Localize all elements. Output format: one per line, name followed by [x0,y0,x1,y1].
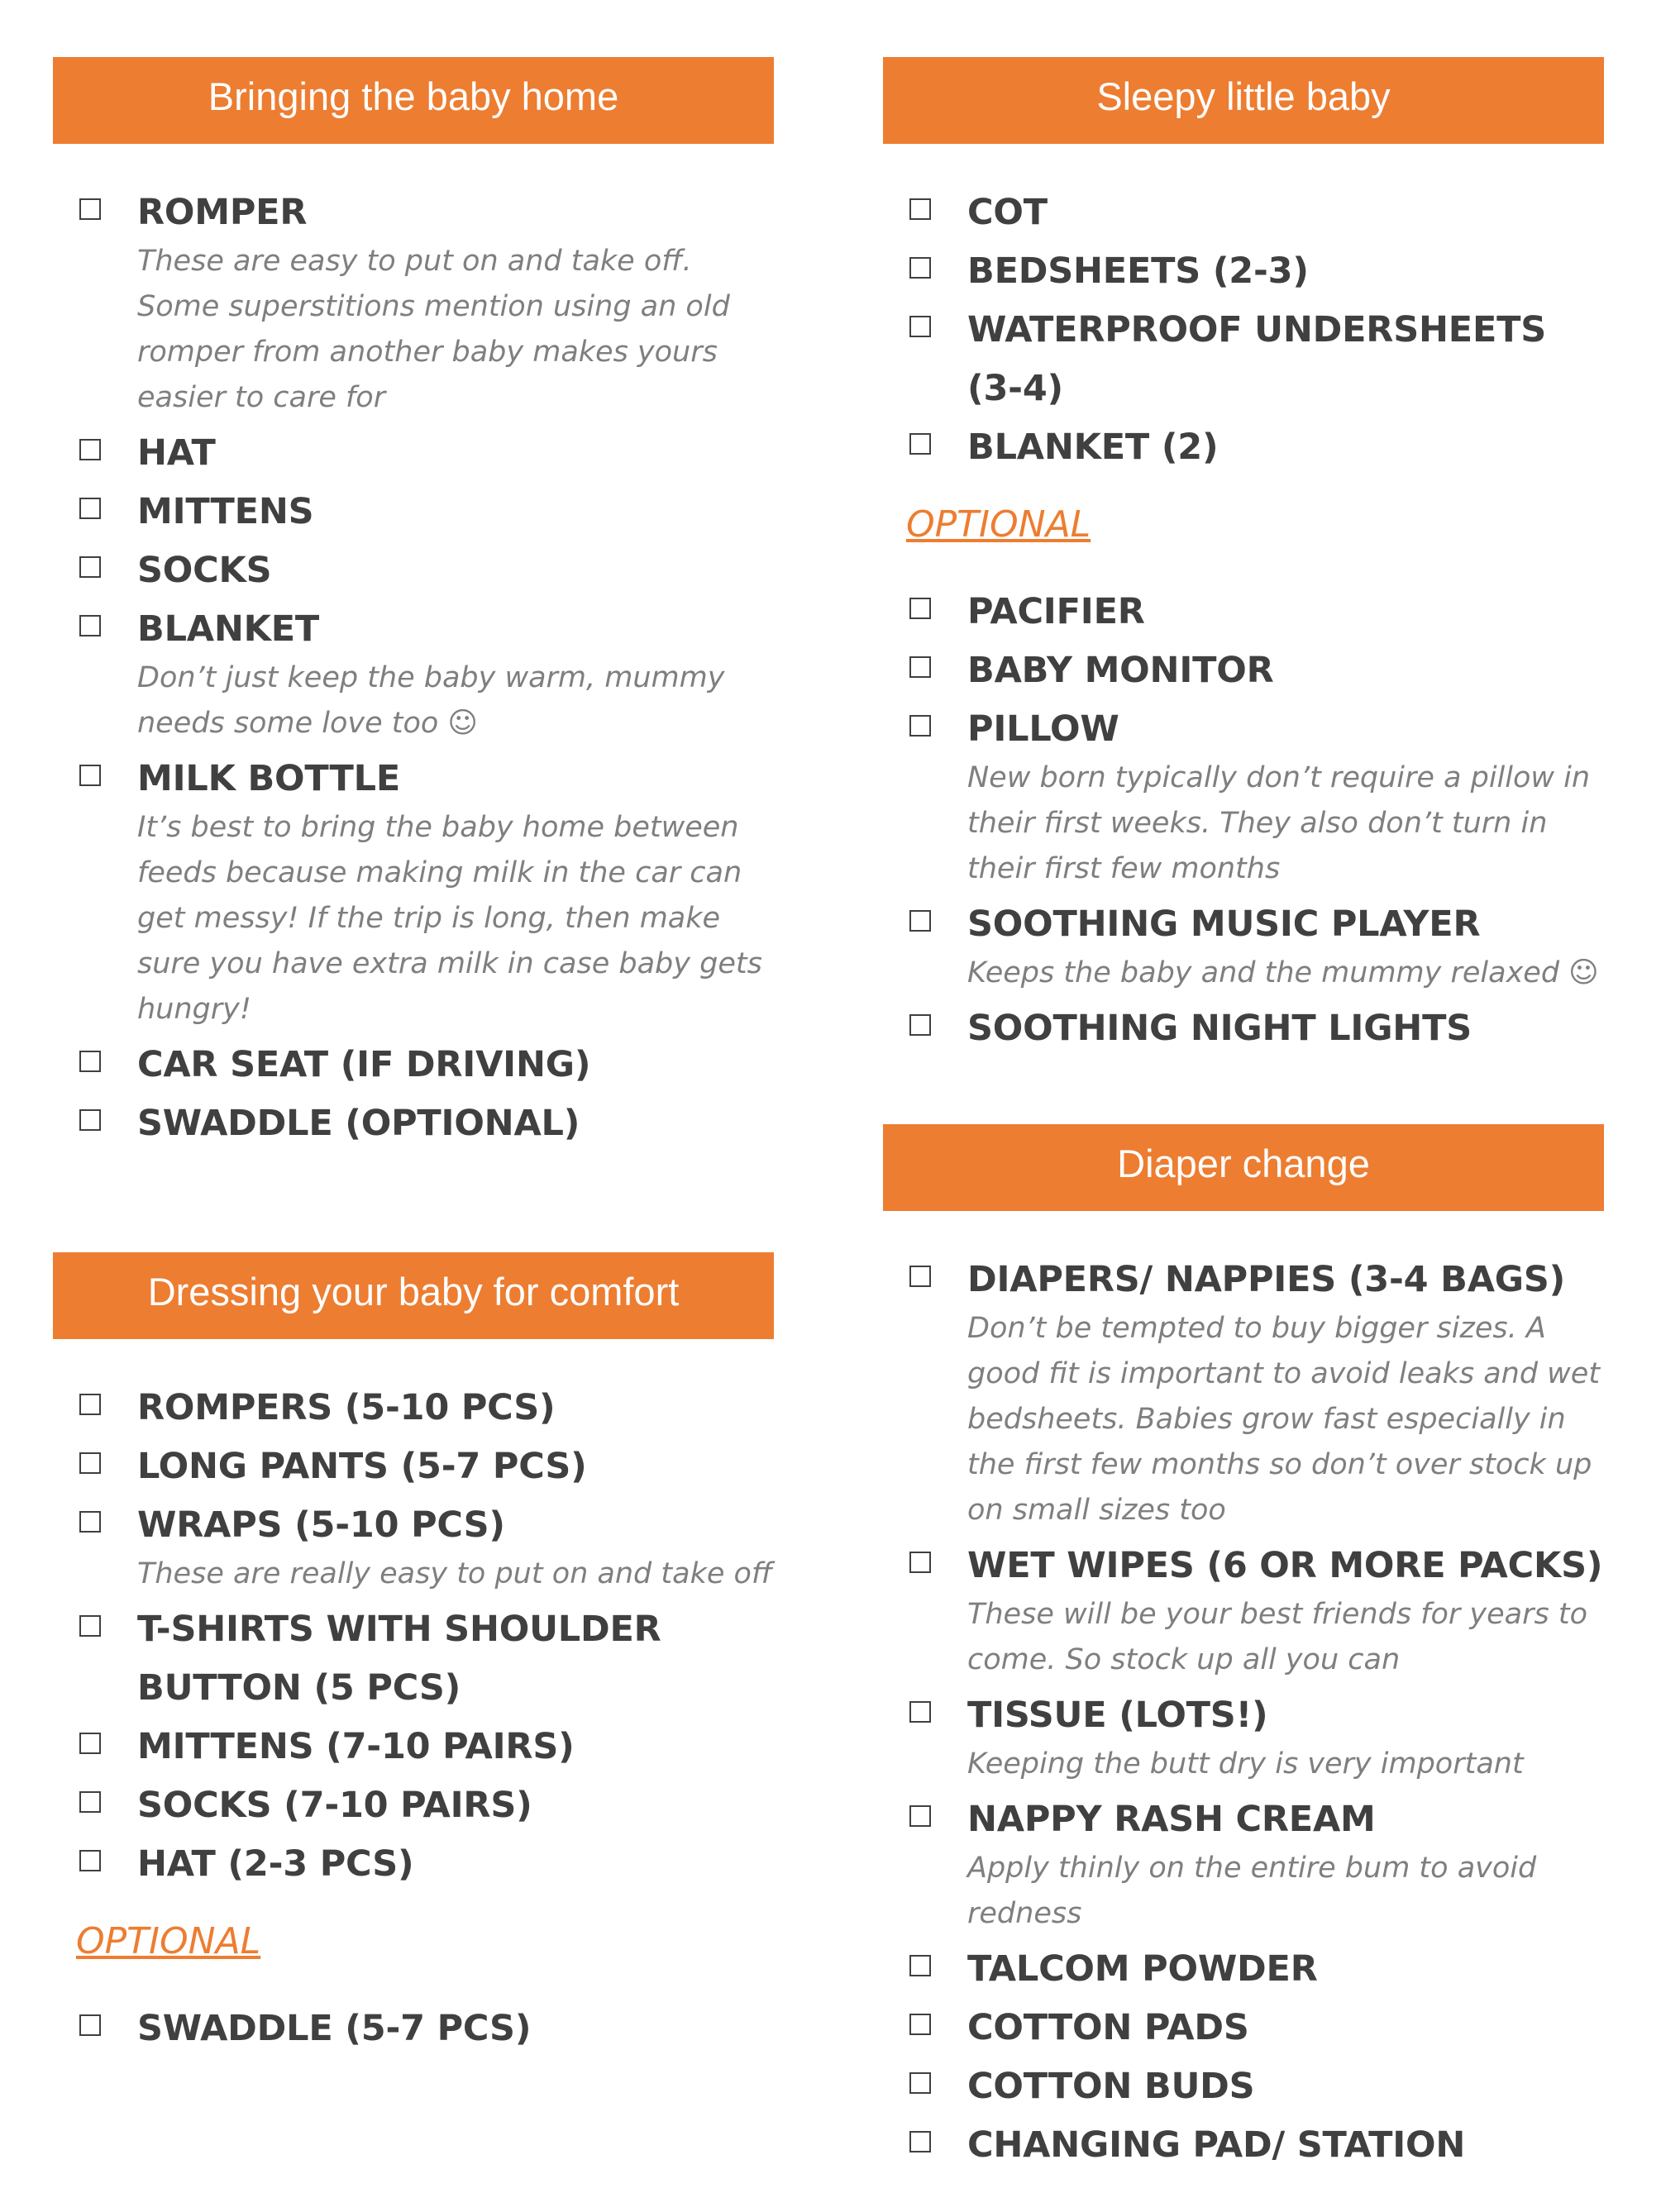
checkbox[interactable] [79,498,101,519]
checklist-item [906,1790,1604,1937]
item-label: WATERPROOF UNDERSHEETS (3-4) [967,309,1547,409]
checklist-item [76,1379,774,1437]
checkbox[interactable] [79,1452,101,1474]
checklist-item [76,424,774,483]
item-label: WET WIPES (6 OR MORE PACKS) [967,1545,1603,1586]
item-label: SWADDLE (OPTIONAL) [137,1103,580,1144]
checklist-item [906,583,1604,641]
checkbox[interactable] [909,1266,931,1287]
item-label: BLANKET [137,608,320,650]
checkbox[interactable] [909,715,931,737]
checklist-item [76,541,774,600]
item-label: BLANKET (2) [967,427,1219,468]
item-label: SOOTHING NIGHT LIGHTS [967,1008,1472,1049]
item-label: TISSUE (LOTS!) [967,1695,1268,1736]
item-label: CHANGING PAD/ STATION [967,2124,1466,2166]
checkbox[interactable] [909,1552,931,1573]
checklist-item [906,1537,1604,1683]
checkbox[interactable] [79,1791,101,1813]
checkbox[interactable] [79,1051,101,1072]
item-label: BABY MONITOR [967,650,1274,691]
checklist-item [906,418,1604,477]
checklist-item [76,1496,774,1597]
checklist-item [76,1718,774,1776]
checkbox[interactable] [79,1615,101,1637]
checklist-item [906,2116,1604,2175]
item-label: DIAPERS/ NAPPIES (3-4 BAGS) [967,1259,1566,1300]
checklist-item [76,1600,774,1718]
optional-heading-sleepy: OPTIONAL [906,503,1091,546]
checklist-item [76,750,774,1032]
item-label: MITTENS [137,491,314,532]
checkbox[interactable] [79,1109,101,1131]
checkbox[interactable] [909,2072,931,2094]
checklist-item [906,895,1604,996]
checklist-item [906,1686,1604,1787]
checklist-item [906,184,1604,242]
item-note: New born typically don’t require a pillow in their first weeks. They also don’t turn in their first few months [967,761,1591,885]
section-title-diaper: Diaper change [883,1124,1604,1211]
checklist-item [906,301,1604,418]
checklist-item [76,184,774,421]
checkbox[interactable] [909,257,931,279]
item-note: Don’t just keep the baby warm, mummy needs some love too ☺ [137,661,725,740]
item-label: NAPPY RASH CREAM [967,1799,1376,1840]
item-label: ROMPERS (5-10 PCS) [137,1387,556,1428]
item-label: HAT (2-3 PCS) [137,1843,414,1885]
item-note: These are easy to put on and take off. Some superstitions mention using an old romper from another baby makes yours easier to care for [137,245,730,414]
item-label: WRAPS (5-10 PCS) [137,1504,505,1546]
checklist-item [76,1094,774,1153]
checkbox[interactable] [909,316,931,337]
section-home [53,57,774,1153]
item-label: HAT [137,432,216,474]
item-label: PILLOW [967,708,1119,750]
checkbox[interactable] [79,1850,101,1871]
checklist-item [906,2057,1604,2116]
checklist-item [76,2000,774,2058]
checkbox[interactable] [909,910,931,932]
item-label: SOCKS (7-10 PAIRS) [137,1785,532,1826]
list-diaper [883,1211,1604,2175]
item-label: SOOTHING MUSIC PLAYER [967,903,1481,945]
item-label: COTTON BUDS [967,2066,1255,2107]
checklist-item [906,242,1604,301]
item-label: CAR SEAT (IF DRIVING) [137,1044,591,1085]
right-column [883,57,1604,2175]
checklist-item [906,1999,1604,2057]
list-home [53,144,774,1153]
checkbox[interactable] [909,1014,931,1036]
list-sleepy-optional [883,583,1604,1058]
item-note: It’s best to bring the baby home between feeds because making milk in the car can get messy! If the trip is long, then make sure you have extra milk in case baby gets hungry! [137,811,762,1026]
item-note: Keeps the baby and the mummy relaxed ☺ [967,956,1599,989]
item-note: Keeping the butt dry is very important [967,1747,1524,1781]
item-label: MILK BOTTLE [137,758,401,799]
checkbox[interactable] [909,1701,931,1723]
checklist-item [76,600,774,746]
checklist-item [906,641,1604,700]
checkbox[interactable] [79,1733,101,1754]
section-dressing [53,1252,774,2058]
checklist-item [76,1835,774,1894]
checklist-item [76,1437,774,1496]
list-sleepy [883,144,1604,477]
checklist-item [906,1940,1604,1999]
item-label: COT [967,192,1048,233]
checklist-item [906,700,1604,892]
checkbox[interactable] [79,556,101,578]
item-label: BEDSHEETS (2-3) [967,250,1309,292]
item-label: TALCOM POWDER [967,1948,1318,1990]
checkbox[interactable] [79,2014,101,2036]
item-label: SWADDLE (5-7 PCS) [137,2008,532,2049]
left-column [53,57,774,2058]
section-title-home: Bringing the baby home [53,57,774,144]
item-label: PACIFIER [967,591,1145,632]
checklist-item [76,483,774,541]
item-label: COTTON PADS [967,2007,1249,2048]
checklist-item [76,1036,774,1094]
checkbox[interactable] [79,1511,101,1533]
checklist-item [906,999,1604,1058]
item-note: These will be your best friends for years to come. So stock up all you can [967,1598,1588,1676]
section-title-dressing: Dressing your baby for comfort [53,1252,774,1339]
list-dressing [53,1339,774,1894]
optional-heading-dressing: OPTIONAL [76,1920,261,1962]
item-note: Don’t be tempted to buy bigger sizes. A good fit is important to avoid leaks and wet bedsheets. Babies grow fast especially in the first few months so don’t over stock up on small sizes too [967,1312,1601,1527]
list-dressing-optional [53,2000,774,2058]
item-label: LONG PANTS (5-7 PCS) [137,1446,587,1487]
checkbox[interactable] [909,198,931,220]
item-label: MITTENS (7-10 PAIRS) [137,1726,575,1767]
item-label: ROMPER [137,192,308,233]
checkbox[interactable] [79,439,101,460]
item-label: SOCKS [137,550,272,591]
checkbox[interactable] [909,2131,931,2152]
checklist-item [906,1251,1604,1533]
checkbox[interactable] [909,1955,931,1976]
item-note: These are really easy to put on and take off [137,1557,773,1590]
section-diaper [883,1124,1604,2175]
checkbox[interactable] [909,1805,931,1827]
checkbox[interactable] [909,2014,931,2035]
checkbox[interactable] [79,615,101,636]
item-label: T-SHIRTS WITH SHOULDER BUTTON (5 PCS) [137,1609,661,1709]
checkbox[interactable] [79,1394,101,1415]
checkbox[interactable] [909,656,931,678]
checklist-item [76,1776,774,1835]
section-title-sleepy: Sleepy little baby [883,57,1604,144]
checkbox[interactable] [909,433,931,455]
item-note: Apply thinly on the entire bum to avoid redness [967,1852,1537,1930]
section-sleepy [883,57,1604,1058]
checkbox[interactable] [79,198,101,220]
checkbox[interactable] [79,765,101,786]
checkbox[interactable] [909,598,931,619]
